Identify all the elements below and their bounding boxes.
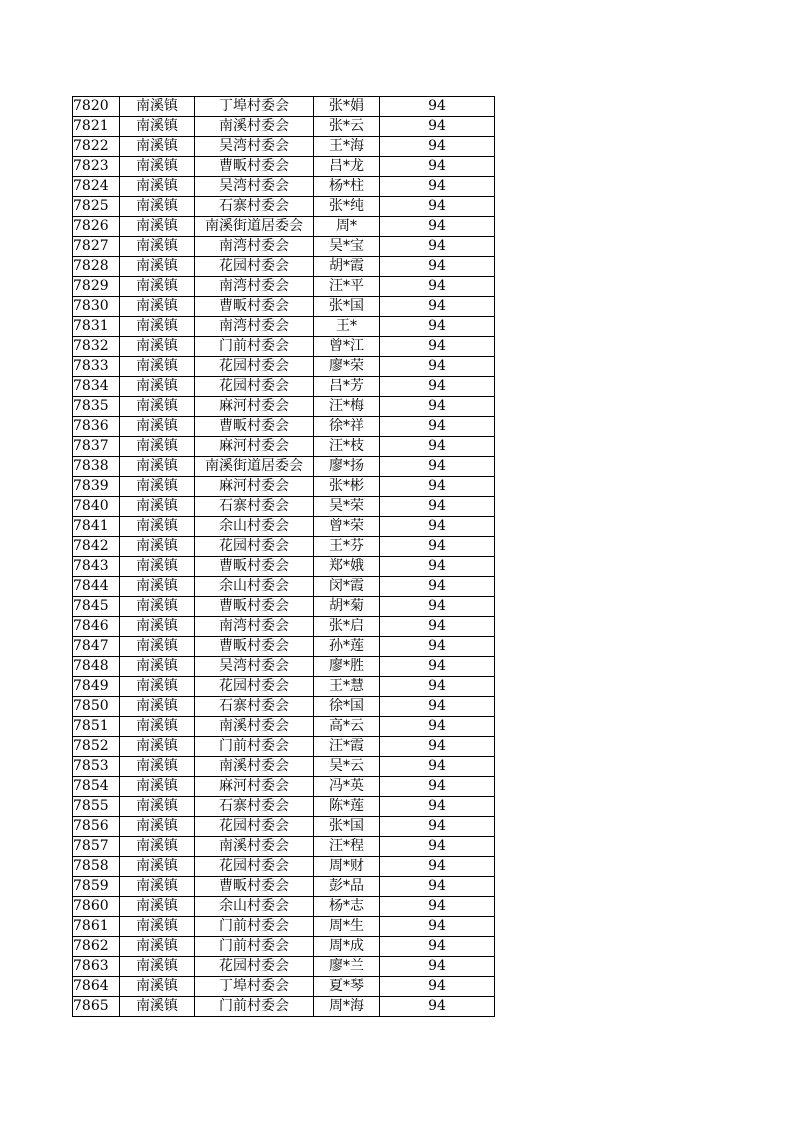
table-row	[73, 937, 495, 957]
town-cell: 南溪镇	[120, 197, 195, 217]
score-cell: 94	[380, 997, 495, 1017]
table-row	[73, 957, 495, 977]
table-row	[73, 717, 495, 737]
village-committee-cell: 丁埠村委会	[195, 977, 314, 997]
village-committee-cell: 南湾村委会	[195, 317, 314, 337]
row-number-cell: 7847	[73, 637, 120, 657]
roster-table	[72, 96, 495, 1017]
row-number-cell: 7829	[73, 277, 120, 297]
score-cell: 94	[380, 197, 495, 217]
table-row	[73, 757, 495, 777]
person-name-cell: 王*	[314, 317, 380, 337]
table-row	[73, 697, 495, 717]
score-cell: 94	[380, 897, 495, 917]
score-cell: 94	[380, 717, 495, 737]
person-name-cell: 张*国	[314, 297, 380, 317]
score-cell: 94	[380, 857, 495, 877]
score-cell: 94	[380, 317, 495, 337]
town-cell: 南溪镇	[120, 217, 195, 237]
town-cell: 南溪镇	[120, 257, 195, 277]
score-cell: 94	[380, 457, 495, 477]
person-name-cell: 周*生	[314, 917, 380, 937]
row-number-cell: 7860	[73, 897, 120, 917]
table-row	[73, 197, 495, 217]
roster-table-body	[73, 97, 495, 1017]
score-cell: 94	[380, 737, 495, 757]
village-committee-cell: 曹畈村委会	[195, 557, 314, 577]
person-name-cell: 汪*平	[314, 277, 380, 297]
person-name-cell: 廖*胜	[314, 657, 380, 677]
score-cell: 94	[380, 257, 495, 277]
person-name-cell: 张*彬	[314, 477, 380, 497]
table-row	[73, 397, 495, 417]
row-number-cell: 7848	[73, 657, 120, 677]
person-name-cell: 高*云	[314, 717, 380, 737]
village-committee-cell: 石寨村委会	[195, 797, 314, 817]
person-name-cell: 吕*龙	[314, 157, 380, 177]
score-cell: 94	[380, 837, 495, 857]
town-cell: 南溪镇	[120, 957, 195, 977]
town-cell: 南溪镇	[120, 577, 195, 597]
row-number-cell: 7850	[73, 697, 120, 717]
row-number-cell: 7824	[73, 177, 120, 197]
table-row	[73, 577, 495, 597]
town-cell: 南溪镇	[120, 797, 195, 817]
score-cell: 94	[380, 357, 495, 377]
score-cell: 94	[380, 377, 495, 397]
person-name-cell: 王*芬	[314, 537, 380, 557]
table-row	[73, 677, 495, 697]
town-cell: 南溪镇	[120, 377, 195, 397]
village-committee-cell: 南溪村委会	[195, 117, 314, 137]
person-name-cell: 吕*芳	[314, 377, 380, 397]
row-number-cell: 7832	[73, 337, 120, 357]
town-cell: 南溪镇	[120, 997, 195, 1017]
row-number-cell: 7844	[73, 577, 120, 597]
score-cell: 94	[380, 277, 495, 297]
town-cell: 南溪镇	[120, 937, 195, 957]
score-cell: 94	[380, 537, 495, 557]
score-cell: 94	[380, 817, 495, 837]
person-name-cell: 廖*兰	[314, 957, 380, 977]
table-row	[73, 177, 495, 197]
town-cell: 南溪镇	[120, 357, 195, 377]
person-name-cell: 胡*菊	[314, 597, 380, 617]
table-row	[73, 497, 495, 517]
table-row	[73, 217, 495, 237]
row-number-cell: 7853	[73, 757, 120, 777]
score-cell: 94	[380, 977, 495, 997]
village-committee-cell: 南湾村委会	[195, 277, 314, 297]
table-row	[73, 977, 495, 997]
town-cell: 南溪镇	[120, 637, 195, 657]
town-cell: 南溪镇	[120, 397, 195, 417]
town-cell: 南溪镇	[120, 277, 195, 297]
table-row	[73, 897, 495, 917]
person-name-cell: 夏*琴	[314, 977, 380, 997]
score-cell: 94	[380, 557, 495, 577]
table-row	[73, 777, 495, 797]
town-cell: 南溪镇	[120, 897, 195, 917]
score-cell: 94	[380, 637, 495, 657]
score-cell: 94	[380, 157, 495, 177]
town-cell: 南溪镇	[120, 697, 195, 717]
village-committee-cell: 南溪村委会	[195, 717, 314, 737]
row-number-cell: 7855	[73, 797, 120, 817]
table-row	[73, 597, 495, 617]
town-cell: 南溪镇	[120, 617, 195, 637]
score-cell: 94	[380, 697, 495, 717]
person-name-cell: 杨*柱	[314, 177, 380, 197]
row-number-cell: 7849	[73, 677, 120, 697]
person-name-cell: 张*娟	[314, 97, 380, 117]
table-row	[73, 837, 495, 857]
score-cell: 94	[380, 297, 495, 317]
village-committee-cell: 余山村委会	[195, 897, 314, 917]
village-committee-cell: 曹畈村委会	[195, 417, 314, 437]
row-number-cell: 7839	[73, 477, 120, 497]
score-cell: 94	[380, 517, 495, 537]
village-committee-cell: 花园村委会	[195, 957, 314, 977]
town-cell: 南溪镇	[120, 137, 195, 157]
village-committee-cell: 花园村委会	[195, 357, 314, 377]
score-cell: 94	[380, 217, 495, 237]
town-cell: 南溪镇	[120, 97, 195, 117]
village-committee-cell: 南湾村委会	[195, 617, 314, 637]
village-committee-cell: 花园村委会	[195, 857, 314, 877]
town-cell: 南溪镇	[120, 337, 195, 357]
score-cell: 94	[380, 397, 495, 417]
person-name-cell: 廖*扬	[314, 457, 380, 477]
town-cell: 南溪镇	[120, 517, 195, 537]
score-cell: 94	[380, 417, 495, 437]
person-name-cell: 汪*枝	[314, 437, 380, 457]
table-row	[73, 737, 495, 757]
village-committee-cell: 南溪街道居委会	[195, 217, 314, 237]
row-number-cell: 7827	[73, 237, 120, 257]
person-name-cell: 汪*梅	[314, 397, 380, 417]
table-row	[73, 437, 495, 457]
town-cell: 南溪镇	[120, 977, 195, 997]
row-number-cell: 7822	[73, 137, 120, 157]
table-row	[73, 417, 495, 437]
town-cell: 南溪镇	[120, 537, 195, 557]
town-cell: 南溪镇	[120, 817, 195, 837]
table-row	[73, 637, 495, 657]
person-name-cell: 曾*荣	[314, 517, 380, 537]
row-number-cell: 7846	[73, 617, 120, 637]
row-number-cell: 7856	[73, 817, 120, 837]
village-committee-cell: 石寨村委会	[195, 697, 314, 717]
row-number-cell: 7865	[73, 997, 120, 1017]
row-number-cell: 7820	[73, 97, 120, 117]
row-number-cell: 7857	[73, 837, 120, 857]
score-cell: 94	[380, 237, 495, 257]
table-row	[73, 457, 495, 477]
person-name-cell: 冯*英	[314, 777, 380, 797]
town-cell: 南溪镇	[120, 557, 195, 577]
town-cell: 南溪镇	[120, 237, 195, 257]
row-number-cell: 7836	[73, 417, 120, 437]
village-committee-cell: 门前村委会	[195, 917, 314, 937]
row-number-cell: 7864	[73, 977, 120, 997]
person-name-cell: 徐*祥	[314, 417, 380, 437]
village-committee-cell: 花园村委会	[195, 377, 314, 397]
village-committee-cell: 麻河村委会	[195, 437, 314, 457]
person-name-cell: 张*云	[314, 117, 380, 137]
row-number-cell: 7841	[73, 517, 120, 537]
town-cell: 南溪镇	[120, 737, 195, 757]
village-committee-cell: 曹畈村委会	[195, 877, 314, 897]
score-cell: 94	[380, 497, 495, 517]
table-row	[73, 537, 495, 557]
person-name-cell: 汪*霞	[314, 737, 380, 757]
table-row	[73, 917, 495, 937]
village-committee-cell: 丁埠村委会	[195, 97, 314, 117]
village-committee-cell: 门前村委会	[195, 737, 314, 757]
score-cell: 94	[380, 597, 495, 617]
town-cell: 南溪镇	[120, 597, 195, 617]
person-name-cell: 周*	[314, 217, 380, 237]
town-cell: 南溪镇	[120, 297, 195, 317]
score-cell: 94	[380, 797, 495, 817]
person-name-cell: 孙*莲	[314, 637, 380, 657]
score-cell: 94	[380, 777, 495, 797]
person-name-cell: 王*慧	[314, 677, 380, 697]
town-cell: 南溪镇	[120, 117, 195, 137]
row-number-cell: 7852	[73, 737, 120, 757]
row-number-cell: 7821	[73, 117, 120, 137]
village-committee-cell: 麻河村委会	[195, 477, 314, 497]
person-name-cell: 胡*霞	[314, 257, 380, 277]
score-cell: 94	[380, 917, 495, 937]
village-committee-cell: 石寨村委会	[195, 197, 314, 217]
person-name-cell: 张*启	[314, 617, 380, 637]
person-name-cell: 周*财	[314, 857, 380, 877]
table-row	[73, 377, 495, 397]
village-committee-cell: 花园村委会	[195, 817, 314, 837]
score-cell: 94	[380, 137, 495, 157]
row-number-cell: 7826	[73, 217, 120, 237]
table-row	[73, 297, 495, 317]
row-number-cell: 7838	[73, 457, 120, 477]
row-number-cell: 7825	[73, 197, 120, 217]
village-committee-cell: 麻河村委会	[195, 397, 314, 417]
village-committee-cell: 花园村委会	[195, 537, 314, 557]
village-committee-cell: 余山村委会	[195, 577, 314, 597]
row-number-cell: 7851	[73, 717, 120, 737]
town-cell: 南溪镇	[120, 757, 195, 777]
row-number-cell: 7835	[73, 397, 120, 417]
person-name-cell: 杨*志	[314, 897, 380, 917]
town-cell: 南溪镇	[120, 417, 195, 437]
score-cell: 94	[380, 437, 495, 457]
person-name-cell: 张*国	[314, 817, 380, 837]
town-cell: 南溪镇	[120, 837, 195, 857]
row-number-cell: 7837	[73, 437, 120, 457]
row-number-cell: 7858	[73, 857, 120, 877]
table-row	[73, 877, 495, 897]
table-row	[73, 797, 495, 817]
person-name-cell: 徐*国	[314, 697, 380, 717]
village-committee-cell: 吴湾村委会	[195, 657, 314, 677]
row-number-cell: 7833	[73, 357, 120, 377]
town-cell: 南溪镇	[120, 777, 195, 797]
row-number-cell: 7823	[73, 157, 120, 177]
town-cell: 南溪镇	[120, 917, 195, 937]
town-cell: 南溪镇	[120, 717, 195, 737]
score-cell: 94	[380, 657, 495, 677]
town-cell: 南溪镇	[120, 877, 195, 897]
person-name-cell: 周*成	[314, 937, 380, 957]
table-row	[73, 657, 495, 677]
village-committee-cell: 花园村委会	[195, 257, 314, 277]
table-row	[73, 617, 495, 637]
village-committee-cell: 门前村委会	[195, 997, 314, 1017]
row-number-cell: 7854	[73, 777, 120, 797]
table-row	[73, 137, 495, 157]
town-cell: 南溪镇	[120, 857, 195, 877]
score-cell: 94	[380, 337, 495, 357]
person-name-cell: 曾*江	[314, 337, 380, 357]
person-name-cell: 汪*程	[314, 837, 380, 857]
score-cell: 94	[380, 577, 495, 597]
person-name-cell: 彭*品	[314, 877, 380, 897]
row-number-cell: 7831	[73, 317, 120, 337]
table-row	[73, 257, 495, 277]
row-number-cell: 7862	[73, 937, 120, 957]
village-committee-cell: 南溪街道居委会	[195, 457, 314, 477]
town-cell: 南溪镇	[120, 477, 195, 497]
town-cell: 南溪镇	[120, 177, 195, 197]
table-row	[73, 477, 495, 497]
score-cell: 94	[380, 937, 495, 957]
score-cell: 94	[380, 877, 495, 897]
person-name-cell: 吴*荣	[314, 497, 380, 517]
score-cell: 94	[380, 677, 495, 697]
village-committee-cell: 南溪村委会	[195, 837, 314, 857]
village-committee-cell: 门前村委会	[195, 337, 314, 357]
table-row	[73, 317, 495, 337]
village-committee-cell: 花园村委会	[195, 677, 314, 697]
row-number-cell: 7840	[73, 497, 120, 517]
town-cell: 南溪镇	[120, 657, 195, 677]
village-committee-cell: 余山村委会	[195, 517, 314, 537]
village-committee-cell: 曹畈村委会	[195, 597, 314, 617]
village-committee-cell: 南湾村委会	[195, 237, 314, 257]
table-row	[73, 277, 495, 297]
row-number-cell: 7845	[73, 597, 120, 617]
person-name-cell: 廖*荣	[314, 357, 380, 377]
person-name-cell: 陈*莲	[314, 797, 380, 817]
score-cell: 94	[380, 97, 495, 117]
table-row	[73, 857, 495, 877]
table-row	[73, 817, 495, 837]
village-committee-cell: 曹畈村委会	[195, 637, 314, 657]
village-committee-cell: 吴湾村委会	[195, 137, 314, 157]
row-number-cell: 7843	[73, 557, 120, 577]
score-cell: 94	[380, 117, 495, 137]
town-cell: 南溪镇	[120, 457, 195, 477]
village-committee-cell: 曹畈村委会	[195, 297, 314, 317]
row-number-cell: 7842	[73, 537, 120, 557]
town-cell: 南溪镇	[120, 437, 195, 457]
village-committee-cell: 门前村委会	[195, 937, 314, 957]
table-row	[73, 157, 495, 177]
score-cell: 94	[380, 757, 495, 777]
person-name-cell: 周*海	[314, 997, 380, 1017]
table-row	[73, 117, 495, 137]
town-cell: 南溪镇	[120, 497, 195, 517]
score-cell: 94	[380, 477, 495, 497]
row-number-cell: 7863	[73, 957, 120, 977]
village-committee-cell: 石寨村委会	[195, 497, 314, 517]
table-row	[73, 997, 495, 1017]
person-name-cell: 吴*宝	[314, 237, 380, 257]
table-row	[73, 557, 495, 577]
town-cell: 南溪镇	[120, 317, 195, 337]
town-cell: 南溪镇	[120, 157, 195, 177]
table-row	[73, 97, 495, 117]
person-name-cell: 吴*云	[314, 757, 380, 777]
table-row	[73, 237, 495, 257]
table-row	[73, 357, 495, 377]
town-cell: 南溪镇	[120, 677, 195, 697]
person-name-cell: 张*纯	[314, 197, 380, 217]
row-number-cell: 7861	[73, 917, 120, 937]
row-number-cell: 7830	[73, 297, 120, 317]
score-cell: 94	[380, 617, 495, 637]
table-row	[73, 337, 495, 357]
person-name-cell: 王*海	[314, 137, 380, 157]
person-name-cell: 闵*霞	[314, 577, 380, 597]
score-cell: 94	[380, 177, 495, 197]
village-committee-cell: 吴湾村委会	[195, 177, 314, 197]
score-cell: 94	[380, 957, 495, 977]
village-committee-cell: 南溪村委会	[195, 757, 314, 777]
table-row	[73, 517, 495, 537]
row-number-cell: 7859	[73, 877, 120, 897]
row-number-cell: 7834	[73, 377, 120, 397]
village-committee-cell: 麻河村委会	[195, 777, 314, 797]
village-committee-cell: 曹畈村委会	[195, 157, 314, 177]
person-name-cell: 郑*娥	[314, 557, 380, 577]
row-number-cell: 7828	[73, 257, 120, 277]
